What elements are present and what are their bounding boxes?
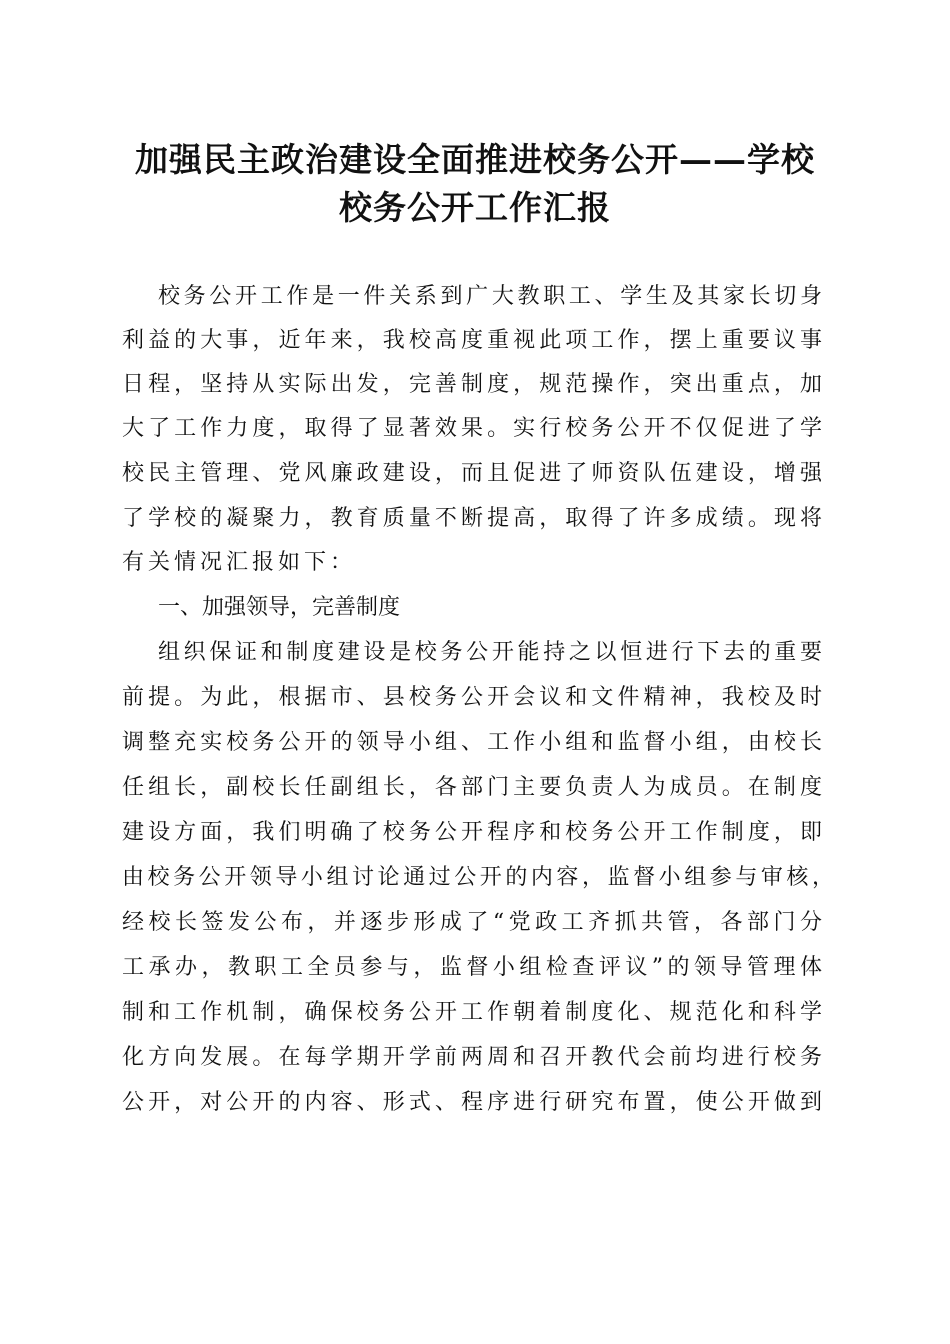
paragraph-2-line-9: 制和工作机制，确保校务公开工作朝着制度化、规范化和科学	[122, 1000, 822, 1025]
paragraph-1-line-7: 有关情况汇报如下：	[122, 550, 357, 575]
paragraph-1-line-6: 了学校的凝聚力，教育质量不断提高，取得了许多成绩。现将	[122, 506, 822, 531]
section-1-heading: 一、加强领导，完善制度	[158, 595, 401, 620]
paragraph-2-line-10: 化方向发展。在每学期开学前两周和召开教代会前均进行校务	[122, 1045, 822, 1070]
paragraph-2-line-1: 组织保证和制度建设是校务公开能持之以恒进行下去的重要	[158, 640, 822, 665]
paragraph-2-line-5: 建设方面，我们明确了校务公开程序和校务公开工作制度，即	[122, 820, 822, 845]
paragraph-1-line-2: 利益的大事，近年来，我校高度重视此项工作，摆上重要议事	[122, 328, 822, 353]
paragraph-2-line-11: 公开，对公开的内容、形式、程序进行研究布置，使公开做到	[122, 1090, 822, 1115]
paragraph-2-line-6: 由校务公开领导小组讨论通过公开的内容，监督小组参与审核，	[122, 865, 834, 890]
paragraph-1-line-1: 校务公开工作是一件关系到广大教职工、学生及其家长切身	[158, 284, 822, 309]
paragraph-1-line-4: 大了工作力度，取得了显著效果。实行校务公开不仅促进了学	[122, 416, 822, 441]
paragraph-2-line-8: 工承办，教职工全员参与，监督小组检查评议”的领导管理体	[122, 955, 822, 980]
paragraph-1-line-3: 日程，坚持从实际出发，完善制度，规范操作，突出重点，加	[122, 372, 822, 397]
paragraph-2-line-7: 经校长签发公布，并逐步形成了“党政工齐抓共管，各部门分	[122, 910, 822, 935]
paragraph-2-line-2: 前提。为此，根据市、县校务公开会议和文件精神，我校及时	[122, 685, 822, 710]
paragraph-2-line-4: 任组长，副校长任副组长，各部门主要负责人为成员。在制度	[122, 775, 822, 800]
paragraph-2-line-3: 调整充实校务公开的领导小组、工作小组和监督小组，由校长	[122, 730, 822, 755]
document-title-line-1: 加强民主政治建设全面推进校务公开——学校	[135, 140, 815, 179]
document-title-line-2: 校务公开工作汇报	[339, 188, 611, 227]
paragraph-1-line-5: 校民主管理、党风廉政建设，而且促进了师资队伍建设，增强	[122, 461, 822, 486]
